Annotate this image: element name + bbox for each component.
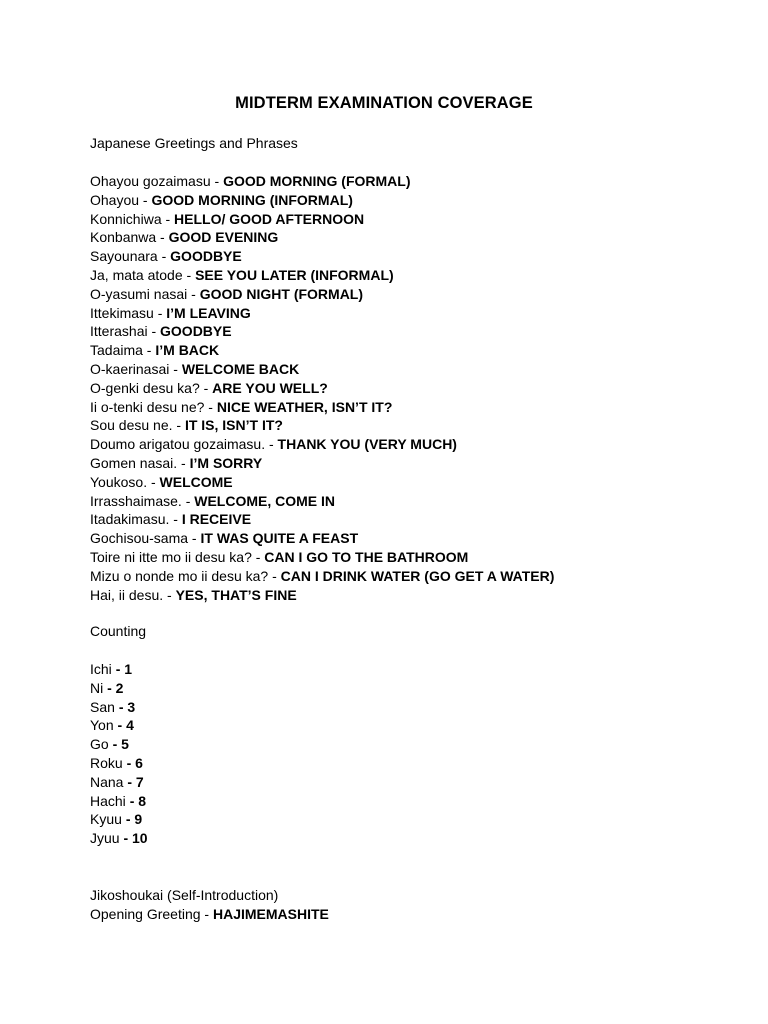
phrase-term: Ittekimasu - — [90, 304, 167, 321]
self-introduction-list — [90, 905, 730, 924]
phrase-meaning: NICE WEATHER, ISN’T IT? — [216, 398, 393, 415]
phrase-term: O-yasumi nasai - — [90, 285, 200, 302]
list-item — [90, 735, 730, 754]
phrase-term: Opening Greeting - — [90, 906, 213, 922]
phrase-term: Toire ni itte mo ii desu ka? - — [90, 548, 265, 565]
list-item — [90, 567, 730, 586]
phrase-meaning: THANK YOU (VERY MUCH) — [277, 436, 457, 453]
number-value: - 7 — [127, 773, 144, 790]
list-item — [90, 698, 730, 717]
phrase-term: Itadakimasu. - — [90, 511, 182, 528]
phrase-term: Itterashai - — [90, 323, 161, 340]
phrase-meaning: GOODBYE — [160, 323, 232, 340]
list-item — [90, 435, 730, 454]
phrase-meaning: I’M LEAVING — [166, 304, 251, 321]
phrase-term: Konnichiwa - — [90, 210, 175, 227]
list-item — [90, 829, 730, 848]
number-value: - 1 — [115, 661, 133, 677]
phrase-term: Irrasshaimase. - — [90, 492, 195, 509]
greetings-list — [90, 172, 730, 604]
phrase-meaning: ARE YOU WELL? — [212, 379, 328, 396]
phrase-term: Sayounara - — [90, 248, 171, 265]
phrase-meaning: GOOD MORNING (FORMAL) — [223, 173, 411, 189]
list-item — [90, 510, 730, 529]
list-item — [90, 172, 730, 191]
list-item — [90, 792, 730, 811]
phrase-meaning: GOOD EVENING — [168, 229, 279, 246]
phrase-meaning: SEE YOU LATER (INFORMAL) — [195, 266, 394, 283]
phrase-term: Hai, ii desu. - — [90, 586, 176, 603]
page-title: MIDTERM EXAMINATION COVERAGE — [235, 94, 533, 112]
number-value: - 10 — [123, 830, 148, 847]
phrase-meaning: WELCOME BACK — [181, 360, 300, 377]
list-item — [90, 660, 730, 679]
phrase-term: Ohayou gozaimasu - — [90, 173, 224, 189]
list-item — [90, 341, 730, 360]
phrase-term: Konbanwa - — [90, 229, 169, 246]
list-item — [90, 266, 730, 285]
list-item — [90, 773, 730, 792]
number-value: - 6 — [126, 754, 143, 771]
list-item — [90, 210, 730, 229]
counting-heading: Counting — [90, 623, 147, 639]
number-value: - 9 — [125, 811, 143, 828]
number-word: Kyuu — [90, 811, 126, 828]
list-item — [90, 228, 730, 247]
number-word: Hachi — [90, 792, 130, 809]
number-word: Yon — [90, 717, 118, 734]
number-value: - 8 — [129, 792, 147, 809]
list-item — [90, 716, 730, 735]
counting-list — [90, 660, 730, 848]
phrase-term: Ohayou - — [90, 191, 152, 208]
phrase-term: Gochisou-sama - — [90, 530, 201, 547]
phrase-meaning: WELCOME, COME IN — [194, 492, 336, 509]
number-word: San — [90, 698, 119, 715]
list-item — [90, 322, 730, 341]
list-item — [90, 492, 730, 511]
phrase-term: Gomen nasai. - — [90, 454, 190, 471]
phrase-meaning: GOOD NIGHT (FORMAL) — [199, 285, 364, 302]
phrase-meaning: HAJIMEMASHITE — [212, 906, 329, 922]
phrase-meaning: I’M BACK — [155, 342, 220, 359]
phrase-meaning: IT IS, ISN’T IT? — [184, 417, 283, 434]
phrase-meaning: GOODBYE — [170, 248, 242, 265]
self-introduction-heading: Jikoshoukai (Self-Introduction) — [90, 887, 279, 903]
list-item — [90, 191, 730, 210]
phrase-meaning: I RECEIVE — [181, 511, 252, 528]
list-item — [90, 529, 730, 548]
list-item — [90, 379, 730, 398]
phrase-term: O-kaerinasai - — [90, 360, 182, 377]
number-value: - 2 — [107, 679, 124, 696]
list-item — [90, 398, 730, 417]
number-word: Ni — [90, 679, 108, 696]
number-word: Jyuu — [90, 830, 124, 847]
number-word: Nana — [90, 773, 128, 790]
phrase-meaning: GOOD MORNING (INFORMAL) — [151, 191, 353, 208]
list-item — [90, 679, 730, 698]
list-item — [90, 754, 730, 773]
phrase-term: Sou desu ne. - — [90, 417, 185, 434]
phrase-meaning: CAN I DRINK WATER (GO GET A WATER) — [280, 567, 555, 584]
list-item — [90, 905, 730, 924]
phrase-meaning: WELCOME — [159, 473, 233, 490]
list-item — [90, 586, 730, 605]
number-word: Roku — [90, 754, 127, 771]
phrase-term: Youkoso. - — [90, 473, 160, 490]
number-word: Go — [90, 736, 113, 753]
phrase-meaning: CAN I GO TO THE BATHROOM — [264, 548, 469, 565]
list-item — [90, 454, 730, 473]
phrase-meaning: I’M SORRY — [189, 454, 263, 471]
phrase-meaning: IT WAS QUITE A FEAST — [200, 530, 359, 547]
list-item — [90, 473, 730, 492]
list-item — [90, 304, 730, 323]
phrase-term: O-genki desu ka? - — [90, 379, 213, 396]
list-item — [90, 360, 730, 379]
number-word: Ichi — [90, 661, 116, 677]
list-item — [90, 247, 730, 266]
phrase-term: Ja, mata atode - — [90, 266, 196, 283]
list-item — [90, 285, 730, 304]
phrase-term: Tadaima - — [90, 342, 156, 359]
greetings-heading: Japanese Greetings and Phrases — [90, 135, 298, 151]
list-item — [90, 416, 730, 435]
number-value: - 5 — [112, 736, 129, 753]
phrase-meaning: YES, THAT’S FINE — [175, 586, 297, 603]
list-item — [90, 548, 730, 567]
phrase-term: Doumo arigatou gozaimasu. - — [90, 436, 278, 453]
list-item — [90, 810, 730, 829]
phrase-meaning: HELLO/ GOOD AFTERNOON — [174, 210, 365, 227]
number-value: - 4 — [117, 717, 134, 734]
phrase-term: Ii o-tenki desu ne? - — [90, 398, 217, 415]
number-value: - 3 — [118, 698, 136, 715]
phrase-term: Mizu o nonde mo ii desu ka? - — [90, 567, 281, 584]
